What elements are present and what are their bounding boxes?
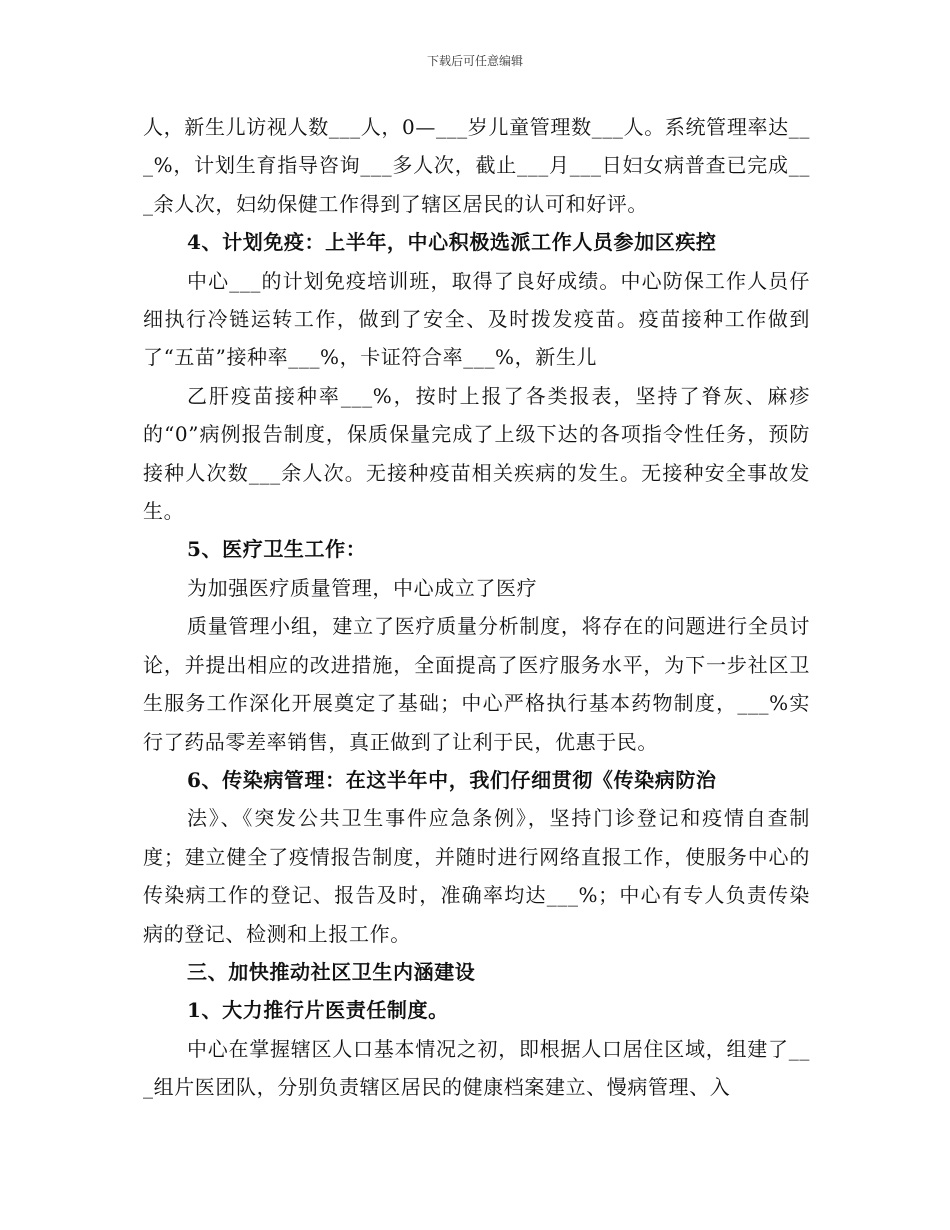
paragraph-hepatitis-vaccine: 乙肝疫苗接种率___%，按时上报了各类报表，坚持了脊灰、麻疹的“0”病例报告制度，保质保量完成了上级下达的各项指令性任务，预防接种人次数___余人次。无接种疫苗相关疾病的发生。无接种安全事故发生。 [143, 383, 810, 524]
paragraph-child-health-stats: 人，新生儿访视人数___人，0—___岁儿童管理数___人。系统管理率达___%，计划生育指导咨询___多人次，截止___月___日妇女病普查已完成___余人次，妇幼保健工作得到了辖区居民的认可和好评。 [143, 115, 810, 216]
paragraph-medical-quality-intro: 为加强医疗质量管理，中心成立了医疗 [187, 575, 538, 600]
heading-area-doctor-system: 1、大力推行片医责任制度。 [187, 998, 449, 1023]
paragraph-medical-quality-group: 质量管理小组，建立了医疗质量分析制度，将存在的问题进行全员讨论，并提出相应的改进措施，全面提高了医疗服务水平，为下一步社区卫生服务工作深化开展奠定了基础；中心严格执行基本药物制度，___%实行了药品零差率销售，真正做到了让利于民，优惠于民。 [143, 614, 810, 754]
document-body [143, 108, 810, 1107]
paragraph-infectious-disease: 法》、《突发公共卫生事件应急条例》，坚持门诊登记和疫情自查制度；建立健全了疫情报告制度，并随时进行网络直报工作，使服务中心的传染病工作的登记、报告及时，准确率均达___%；中心有专人负责传染病的登记、检测和上报工作。 [143, 806, 810, 946]
paragraph-immunization-training: 中心___的计划免疫培训班，取得了良好成绩。中心防保工作人员仔细执行冷链运转工作，做到了安全、及时拨发疫苗。疫苗接种工作做到了“五苗”接种率___%，卡证符合率___%，新生儿 [143, 268, 810, 370]
heading-immunization: 4、计划免疫：上半年，中心积极选派工作人员参加区疾控 [187, 230, 717, 255]
heading-section-three: 三、加快推动社区卫生内涵建设 [187, 959, 476, 984]
heading-medical-work: 5、医疗卫生工作： [187, 537, 367, 562]
page-header: 下载后可任意编辑 [426, 54, 523, 68]
heading-infectious-disease: 6、传染病管理：在这半年中，我们仔细贯彻《传染病防治 [187, 767, 717, 792]
paragraph-area-doctor-teams: 中心在掌握辖区人口基本情况之初，即根据人口居住区域，组建了___组片医团队，分别负责辖区居民的健康档案建立、慢病管理、入 [143, 1036, 810, 1100]
